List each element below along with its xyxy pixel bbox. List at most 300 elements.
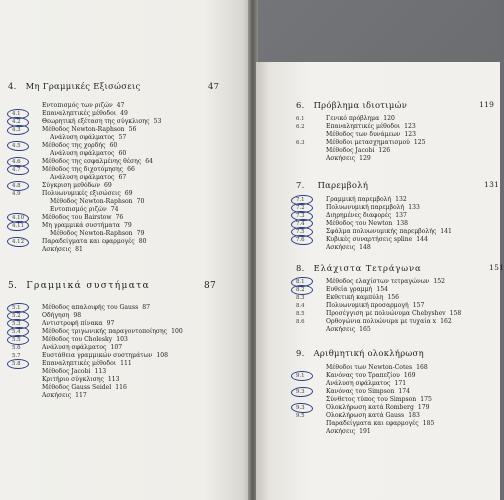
toc-entry [296, 302, 496, 310]
entry-number: 4.8 [12, 183, 21, 189]
entry-page: 120 [383, 115, 395, 122]
entry-title: Μέθοδος Jacobi [326, 147, 375, 154]
entry-title-line [326, 220, 408, 228]
chapter-page: 47 [208, 81, 220, 91]
toc-entry [296, 310, 496, 318]
entry-page: 185 [422, 420, 435, 427]
entry-title-line [326, 244, 371, 252]
toc-entry [12, 110, 237, 118]
entry-page: 60 [109, 142, 118, 149]
entry-title: Μέθοδος Gauss Seidel [42, 384, 112, 391]
entry-title-line [326, 278, 445, 286]
entry-title: Ασκήσεις [42, 392, 72, 399]
toc-list [296, 364, 496, 436]
entry-number: 7.1 [296, 197, 305, 203]
toc-entry [12, 142, 237, 150]
entry-title: Ανάλυση σφάλματος [50, 150, 115, 157]
entry-title: Επαναληπτικές μέθοδοι [326, 123, 401, 130]
entry-title-line [42, 312, 81, 320]
entry-page: 144 [416, 236, 428, 243]
entry-page: 53 [153, 118, 162, 125]
toc-entry [12, 190, 237, 198]
entry-title: Μέθοδος της διχοτόμησης [42, 166, 124, 173]
toc-entry [296, 196, 496, 204]
entry-title-line [42, 304, 150, 312]
entry-page: 113 [107, 376, 120, 383]
toc-entry [12, 222, 237, 230]
toc-entry [296, 278, 496, 286]
entry-title: Επαναληπτικές μέθοδοι [42, 110, 117, 117]
entry-title: Ανάλυση σφάλματος [50, 134, 115, 141]
entry-title-line [42, 320, 114, 328]
entry-title: Ευστάθεια γραμμικών συστημάτων [42, 352, 153, 359]
toc-entry [12, 360, 237, 368]
entry-number: 8.3 [296, 295, 305, 301]
toc-entry [296, 220, 496, 228]
entry-number: 9.5 [296, 413, 305, 419]
toc-entry [296, 155, 496, 163]
entry-title: Μέθοδος του Newton [326, 220, 393, 227]
entry-title: Ασκήσεις [326, 428, 356, 435]
entry-title-line [42, 368, 106, 376]
entry-title: Ασκήσεις [42, 246, 72, 253]
chapter-title: Μη Γραμμικές Εξισώσεις [25, 81, 141, 91]
entry-title: Μέθοδοι μετασχηματισμού [326, 139, 410, 146]
entry-title: Κριτήριο σύγκλισης [42, 376, 104, 383]
toc-entry [12, 384, 237, 392]
entry-title: Ολοκλήρωση κατά Romberg [326, 404, 414, 411]
entry-page: 156 [387, 294, 399, 301]
entry-title-line [326, 155, 371, 163]
entry-title: Μέθοδος απαλοιφής του Gauss [42, 304, 139, 311]
entry-title: Ανάλυση σφάλματος [42, 344, 107, 351]
entry-number: 4.7 [12, 167, 21, 173]
toc-entry [296, 147, 496, 155]
chapter-heading [8, 281, 240, 291]
entry-title-line [326, 388, 410, 396]
entry-title-line [326, 123, 416, 131]
toc-entry [12, 206, 237, 214]
entry-title: Μέθοδος των δυνάμεων [326, 131, 401, 138]
entry-title: Ασκήσεις [326, 326, 356, 333]
toc-entry [296, 236, 496, 244]
toc-entry [12, 214, 237, 222]
entry-page: 56 [128, 126, 137, 133]
toc-entry [12, 238, 237, 246]
entry-title: Αντιστροφή πίνακα [42, 320, 103, 327]
toc-entry [12, 352, 237, 360]
toc-entry [296, 396, 496, 404]
entry-title-line [326, 326, 371, 334]
entry-page: 138 [396, 220, 408, 227]
toc-list [12, 304, 237, 400]
entry-title-line [42, 166, 135, 174]
entry-title-line [326, 412, 420, 420]
entry-title: Ασκήσεις [326, 155, 356, 162]
chapter-number: 9. [296, 348, 305, 358]
entry-page: 148 [359, 244, 371, 251]
entry-number: 8.2 [296, 287, 305, 293]
chapter-heading [296, 180, 500, 190]
entry-title-line [326, 139, 425, 147]
entry-title-line [50, 206, 118, 214]
entry-number: 5.6 [12, 345, 21, 351]
entry-title-line [42, 142, 117, 150]
entry-page: 179 [417, 404, 430, 411]
entry-number: 4.3 [12, 127, 21, 133]
entry-title-line [326, 372, 416, 380]
chapter-title: Αριθμητική ολοκλήρωση [313, 348, 424, 358]
toc-entry [296, 294, 496, 302]
entry-title: Πολυωνυμικές εξισώσεις [42, 190, 121, 197]
entry-page: 117 [75, 392, 87, 399]
entry-page: 133 [408, 204, 420, 211]
entry-title-line [42, 392, 87, 400]
toc-entry [12, 198, 237, 206]
entry-title-line [326, 318, 452, 326]
entry-page: 100 [171, 328, 183, 335]
toc-entry [12, 126, 237, 134]
entry-title: Γραμμική παρεμβολή [326, 196, 392, 203]
entry-title-line [42, 110, 128, 118]
entry-title-line [42, 182, 112, 190]
entry-title-line [326, 380, 406, 388]
toc-entry [12, 150, 237, 158]
entry-number: 6.1 [296, 116, 305, 122]
entry-number: 4.11 [12, 223, 25, 229]
right-page [256, 62, 504, 500]
toc-entry [12, 392, 237, 400]
entry-page: 49 [120, 110, 128, 117]
left-page [0, 0, 250, 500]
entry-number: 7.2 [296, 205, 305, 211]
entry-page: 47 [116, 102, 125, 109]
toc-entry [12, 368, 237, 376]
entry-page: 191 [359, 428, 371, 435]
entry-number: 5.1 [12, 305, 21, 311]
entry-title: Σύνθετος τύπος του Simpson [326, 396, 417, 403]
entry-title-line [326, 131, 416, 139]
chapter-page: 151 [489, 263, 504, 272]
entry-title-line [42, 222, 132, 230]
chapter-title: Πρόβλημα ιδιοτιμών [313, 100, 408, 110]
entry-number: 5.5 [12, 337, 21, 343]
entry-title: Σύγκριση μεθόδων [42, 182, 100, 189]
entry-title-line [326, 420, 434, 428]
entry-page: 66 [127, 166, 135, 173]
entry-title: Μέθοδος Newton-Raphson [42, 126, 125, 133]
entry-number: 6.2 [296, 124, 305, 130]
entry-number: 7.4 [296, 221, 305, 227]
entry-page: 87 [142, 304, 150, 311]
toc-entry [296, 131, 496, 139]
entry-number: 4.12 [12, 239, 25, 245]
entry-title: Ευθεία γραμμή [326, 286, 373, 293]
toc-list [296, 196, 496, 252]
chapter-number: 5. [8, 281, 18, 291]
entry-number: 5.4 [12, 329, 21, 335]
entry-page: 69 [103, 182, 112, 189]
entry-title-line [326, 428, 371, 436]
entry-title-line [50, 150, 126, 158]
entry-page: 141 [440, 228, 452, 235]
entry-title-line [326, 286, 388, 294]
toc-entry [296, 286, 496, 294]
entry-title: Μέθοδος του Cholesky [42, 336, 113, 343]
entry-title-line [42, 336, 128, 344]
entry-title: Εκθετική καμπύλη [326, 294, 384, 301]
toc-entry [12, 376, 237, 384]
toc-entry [296, 364, 496, 372]
toc-entry [296, 115, 496, 123]
entry-title: Ασκήσεις [326, 244, 356, 251]
entry-number: 4.10 [12, 215, 25, 221]
entry-title-line [326, 147, 390, 155]
entry-page: 107 [110, 344, 123, 351]
entry-page: 165 [359, 326, 371, 333]
chapter-number: 8. [296, 263, 305, 273]
entry-title: Μέθοδος Jacobi [42, 368, 91, 375]
entry-page: 79 [136, 230, 145, 237]
entry-title-line [42, 384, 127, 392]
entry-title-line [42, 102, 124, 110]
toc-entry [296, 212, 496, 220]
entry-title: Μέθοδος της εσφαλμένης θέσης [42, 158, 142, 165]
toc-entry [296, 244, 496, 252]
entry-page: 158 [449, 310, 462, 317]
toc-entry [12, 246, 237, 254]
toc-entry [12, 344, 237, 352]
entry-title: Ολοκλήρωση κατά Gauss [326, 412, 405, 419]
entry-title: Εντοπισμός ριζών [50, 206, 107, 213]
toc-entry [296, 420, 496, 428]
toc-entry [12, 230, 237, 238]
toc-entry [12, 304, 237, 312]
entry-page: 123 [404, 123, 416, 130]
entry-title-line [42, 118, 161, 126]
entry-title: Μέθοδος ελαχίστων τετραγώνων [326, 278, 430, 285]
entry-title-line [50, 198, 144, 206]
entry-number: 4.2 [12, 119, 21, 125]
toc-entry [12, 174, 237, 182]
entry-title: Πολυωνυμική προσαρμογή [326, 302, 409, 309]
entry-page: 174 [398, 388, 411, 395]
entry-title-line [326, 396, 432, 404]
entry-title: Ανάλυση σφάλματος [326, 380, 391, 387]
entry-number: 5.7 [12, 353, 21, 359]
entry-page: 74 [110, 206, 119, 213]
entry-number: 8.1 [296, 279, 305, 285]
toc-entry [12, 328, 237, 336]
entry-title: Κυβικές συναρτήσεις spline [326, 236, 413, 243]
entry-title: Σφάλμα πολυωνυμικής παρεμβολής [326, 228, 437, 235]
toc-entry [12, 320, 237, 328]
entry-title-line [50, 134, 126, 142]
entry-page: 123 [404, 131, 417, 138]
toc-entry [12, 182, 237, 190]
entry-page: 97 [106, 320, 115, 327]
chapter-number: 7. [296, 180, 305, 190]
entry-page: 67 [118, 174, 127, 181]
entry-title-line [326, 302, 424, 310]
entry-number: 9.3 [296, 389, 305, 395]
entry-page: 81 [75, 246, 83, 253]
entry-page: 103 [116, 336, 128, 343]
entry-title-line [42, 344, 122, 352]
entry-title: Κανόνας του Simpson [326, 388, 395, 395]
toc-entry [12, 312, 237, 320]
entry-number: 8.5 [296, 311, 305, 317]
chapter-title: Γραμμικά συστήματα [26, 281, 151, 291]
entry-page: 154 [376, 286, 388, 293]
entry-title: Διηρημένες διαφορές [326, 212, 392, 219]
entry-title-line [326, 404, 430, 412]
entry-page: 132 [395, 196, 407, 203]
entry-page: 129 [359, 155, 371, 162]
entry-title-line [326, 228, 452, 236]
entry-title: Παραδείγματα και εφαρμογές [42, 238, 135, 245]
entry-page: 162 [440, 318, 452, 325]
entry-page: 183 [408, 412, 420, 419]
entry-title: Γενικό πρόβλημα [326, 115, 380, 122]
entry-title: Μη γραμμικά συστήματα [42, 222, 120, 229]
entry-title: Ορθογώνια πολυώνυμα με τυχαία x [326, 318, 437, 325]
toc-entry [296, 326, 496, 334]
entry-title-line [42, 158, 153, 166]
chapter-title: Ελάχιστα Τετράγωνα [313, 263, 422, 273]
toc-entry [296, 123, 496, 131]
entry-title: Πολυωνυμική παρεμβολή [326, 204, 405, 211]
entry-title-line [42, 376, 120, 384]
entry-title-line [42, 214, 123, 222]
entry-page: 98 [73, 312, 82, 319]
entry-title-line [326, 310, 461, 318]
toc-entry [296, 228, 496, 236]
entry-title: Μέθοδος της χορδής [42, 142, 106, 149]
toc-entry [12, 102, 237, 110]
entry-page: 169 [403, 372, 416, 379]
entry-page: 108 [156, 352, 168, 359]
entry-title-line [42, 238, 146, 246]
entry-number: 4.9 [12, 191, 21, 197]
entry-title-line [326, 364, 428, 372]
entry-title: Μέθοδος Newton-Raphson [50, 230, 133, 237]
toc-entry [12, 134, 237, 142]
chapter-page: 131 [484, 180, 500, 189]
toc-entry [12, 336, 237, 344]
entry-title-line [326, 204, 420, 212]
toc-list [296, 115, 496, 163]
entry-title-line [42, 190, 133, 198]
chapter-title: Παρεμβολή [317, 180, 369, 190]
chapter-page: 87 [204, 281, 217, 291]
entry-title: Επαναληπτικές μέθοδοι [42, 360, 117, 367]
toc-entry [296, 204, 496, 212]
entry-page: 60 [118, 150, 127, 157]
entry-page: 111 [120, 360, 132, 367]
toc-entry [296, 318, 496, 326]
entry-title-line [42, 126, 136, 134]
entry-page: 70 [136, 198, 145, 205]
entry-number: 9.3 [296, 405, 305, 411]
entry-title-line [326, 236, 428, 244]
entry-title-line [50, 230, 144, 238]
entry-number: 7.6 [296, 237, 305, 243]
toc-entry [12, 118, 237, 126]
toc-entry [296, 372, 496, 380]
entry-title: Μέθοδος τριγωνικής παραγοντοποίησης [42, 328, 168, 335]
chapter-number: 4. [8, 81, 17, 91]
entry-page: 69 [124, 190, 133, 197]
entry-title: Θεωρητική εξέταση της σύγκλισης [42, 118, 150, 125]
entry-number: 4.6 [12, 159, 21, 165]
entry-title: Κανόνας του Τραπεζίου [326, 372, 400, 379]
entry-page: 79 [123, 222, 132, 229]
entry-page: 76 [115, 214, 124, 221]
entry-page: 116 [115, 384, 127, 391]
entry-page: 113 [94, 368, 107, 375]
entry-number: 5.2 [12, 313, 21, 319]
toc-list [296, 278, 496, 334]
entry-title: Μέθοδοι των Newton-Cotes [326, 364, 413, 371]
chapter-heading [8, 81, 240, 91]
entry-number: 7.5 [296, 229, 305, 235]
entry-title-line [42, 328, 183, 336]
entry-title: Παραδείγματα και εφαρμογές [326, 420, 419, 427]
toc-entry [296, 388, 496, 396]
chapter-heading [296, 263, 504, 273]
entry-number: 9.1 [296, 373, 305, 379]
toc-entry [296, 412, 496, 420]
chapter-number: 6. [296, 100, 305, 110]
entry-number: 5.3 [12, 321, 21, 327]
toc-list [12, 102, 237, 254]
entry-title-line [326, 196, 407, 204]
chapter-heading [296, 100, 496, 110]
entry-title: Προσέγγιση με πολυώνυμα Chebyshev [326, 310, 446, 317]
entry-page: 175 [420, 396, 432, 403]
entry-page: 80 [138, 238, 147, 245]
chapter-page: 119 [479, 100, 495, 109]
entry-number: 4.5 [12, 143, 21, 149]
entry-title: Μέθοδος Newton-Raphson [50, 198, 133, 205]
entry-title-line [42, 246, 83, 254]
entry-title: Οδήγηση [42, 312, 70, 319]
chapter-heading [296, 348, 500, 358]
entry-title-line [50, 174, 126, 182]
entry-page: 126 [378, 147, 391, 154]
entry-number: 8.6 [296, 319, 305, 325]
entry-page: 152 [433, 278, 446, 285]
entry-title-line [326, 212, 407, 220]
toc-entry [296, 404, 496, 412]
entry-title: Εντοπισμός των ριζών [42, 102, 113, 109]
entry-number: 6.3 [296, 140, 305, 146]
entry-page: 125 [413, 139, 426, 146]
entry-number: 7.3 [296, 213, 305, 219]
entry-page: 171 [394, 380, 407, 387]
entry-title: Ανάλυση σφάλματος [50, 174, 115, 181]
entry-title-line [326, 115, 395, 123]
toc-entry [12, 166, 237, 174]
toc-entry [296, 428, 496, 436]
entry-title-line [42, 360, 132, 368]
entry-number: 4.1 [12, 111, 21, 117]
toc-entry [12, 158, 237, 166]
entry-page: 64 [145, 158, 153, 165]
entry-page: 168 [416, 364, 428, 371]
entry-page: 157 [412, 302, 425, 309]
